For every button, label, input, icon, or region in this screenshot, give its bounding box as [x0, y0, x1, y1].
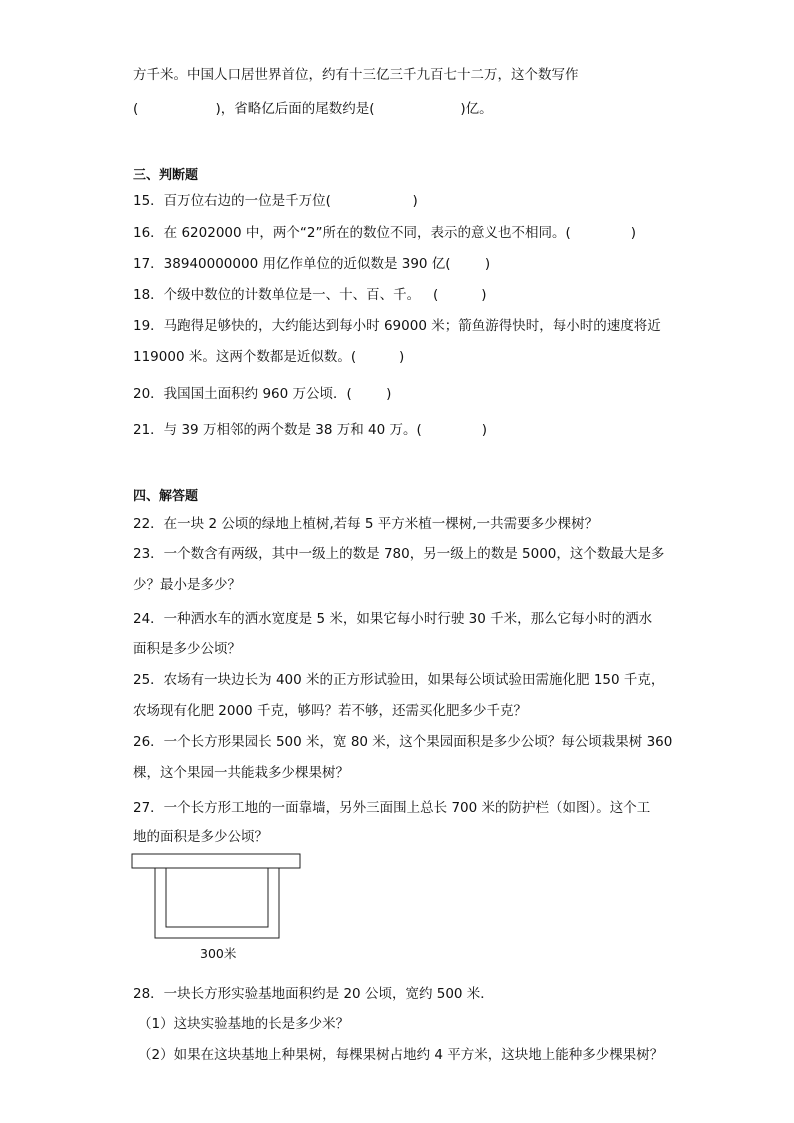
section-title-judgment: 三、判断题 [133, 168, 199, 183]
worksite-figure [128, 850, 308, 946]
wall-rect [132, 854, 300, 868]
question-28-part2: （2）如果在这块基地上种果树，每棵果树占地约 4 平方米，这块地上能种多少棵果树？ [138, 1047, 664, 1063]
figure-length-label: 300米 [200, 946, 237, 961]
question-25-line2: 农场现有化肥 2000 千克，够吗？若不够，还需买化肥多少千克？ [133, 703, 527, 719]
question-23-line2: 少？最小是多少？ [133, 577, 241, 593]
question-23-line1: 23．一个数含有两级，其中一级上的数是 780，另一级上的数是 5000，这个数最大是多 [133, 546, 665, 562]
question-25-line1: 25．农场有一块边长为 400 米的正方形试验田，如果每公顷试验田需施化肥 150 千克， [133, 672, 665, 688]
question-18: 18．个级中数位的计数单位是一、十、百、千。 ( ) [133, 287, 487, 303]
question-20: 20．我国国土面积约 960 万公顷．( ) [133, 386, 392, 402]
question-28: 28．一块长方形实验基地面积约是 20 公顷，宽约 500 米． [133, 986, 494, 1002]
question-27-line2: 地的面积是多少公顷？ [133, 829, 268, 845]
question-16: 16．在 6202000 中，两个“2”所在的数位不同，表示的意义也不相同。( ) [133, 225, 637, 241]
question-24-line2: 面积是多少公顷？ [133, 641, 241, 657]
question-19-line2: 119000 米。这两个数都是近似数。( ) [133, 349, 405, 365]
question-28-part1: （1）这块实验基地的长是多少米？ [138, 1016, 350, 1032]
line-continuation: 方千米。中国人口居世界首位，约有十三亿三千九百七十二万，这个数写作 [133, 67, 579, 83]
question-26-line1: 26．一个长方形果园长 500 米，宽 80 米，这个果园面积是多少公顷？每公顷栽果树 360 [133, 734, 673, 750]
line-blanks: ( )，省略亿后面的尾数约是( )亿。 [133, 101, 493, 117]
question-21: 21．与 39 万相邻的两个数是 38 万和 40 万。( ) [133, 422, 488, 438]
question-27-line1: 27．一个长方形工地的一面靠墙，另外三面围上总长 700 米的防护栏（如图）。这个工 [133, 800, 651, 816]
question-26-line2: 棵，这个果园一共能栽多少棵果树？ [133, 765, 349, 781]
fence-inner [166, 868, 268, 927]
question-19-line1: 19．马跑得足够快的，大约能达到每小时 69000 米；箭鱼游得快时，每小时的速度将近 [133, 318, 661, 334]
section-title-answers: 四、解答题 [133, 489, 199, 504]
question-17: 17．38940000000 用亿作单位的近似数是 390 亿( ) [133, 256, 491, 272]
question-24-line1: 24．一种洒水车的洒水宽度是 5 米，如果它每小时行驶 30 千米，那么它每小时的洒水 [133, 611, 653, 627]
question-15: 15．百万位右边的一位是千万位( ) [133, 193, 418, 209]
question-22: 22．在一块 2 公顷的绿地上植树,若每 5 平方米植一棵树,一共需要多少棵树？ [133, 516, 599, 532]
